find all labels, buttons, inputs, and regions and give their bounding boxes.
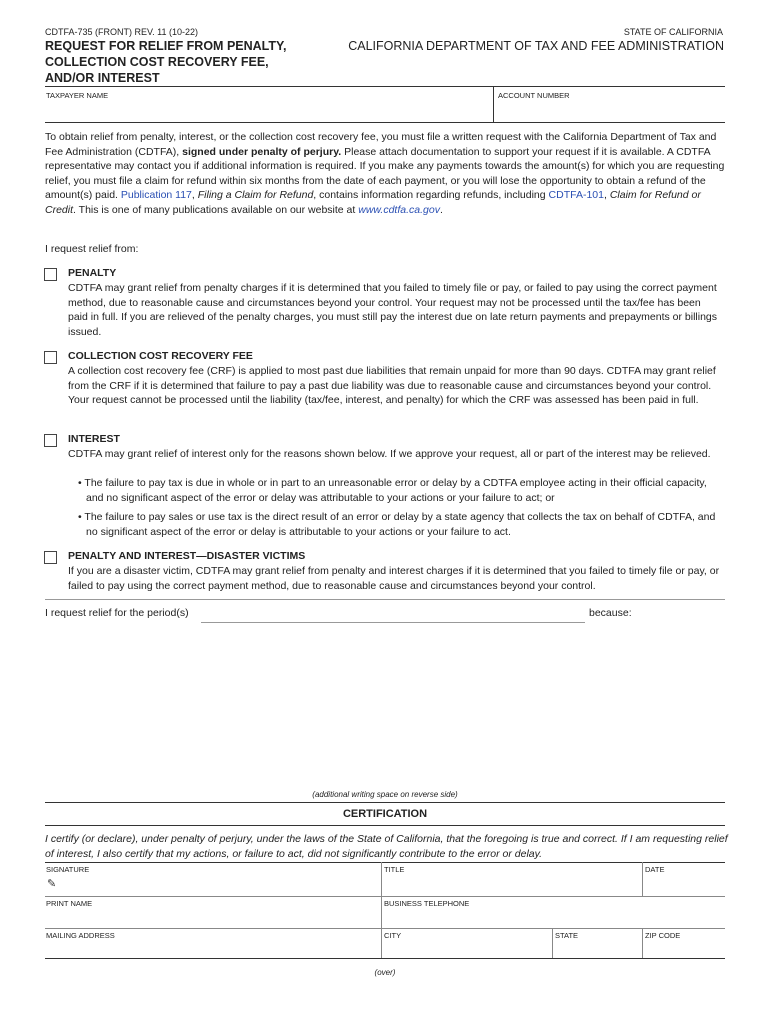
crf-text: A collection cost recovery fee (CRF) is applied to most past due liabilities that remain unpaid for more than 90 days. CDTFA may grant relief from the CRF if it is determined that failure to pay a past due liability was due to reasonable cause and circumstances beyond your control. Your request cannot be processed until the liability (tax/fee, interest, and penalty) for which the CRF was assessed has been paid in full. [68, 365, 716, 406]
period-input[interactable] [201, 604, 585, 622]
taxpayer-name-input[interactable] [46, 100, 486, 120]
additional-space-note: (additional writing space on reverse side) [312, 790, 458, 799]
crf-heading: COLLECTION COST RECOVERY FEE [68, 350, 253, 362]
mailing-address-label: MAILING ADDRESS [46, 931, 115, 940]
period-input-line [201, 622, 585, 623]
zip-label: ZIP CODE [645, 931, 681, 940]
zip-input[interactable] [645, 939, 723, 956]
title-label: TITLE [384, 865, 405, 874]
intro-paragraph: To obtain relief from penalty, interest, or the collection cost recovery fee, you must file a written request with the California Department of Tax and Fee Administration (CDTFA), signed under penalty of perjury. Please attach documentation to support your request if it is available. A CDTFA representative may contact you if additional information is required. If you make any payments towards the amount(s) for which you are requesting relief, you must file a claim for refund within six months from the date of each payment, or you will lose the opportunity to obtain a refund of the amount(s) paid. Publication 117, Filing a Claim for Refund, contains information regarding refunds, including CDTFA-101, Claim for Refund or Credit. This is one of many publications available on our website at www.cdtfa.ca.gov. [45, 131, 725, 216]
request-from-label: I request relief from: [45, 243, 139, 255]
title-line-3: AND/OR INTEREST [45, 71, 160, 85]
sig-vrule-2 [642, 862, 643, 896]
page-title [45, 38, 325, 86]
reason-textarea[interactable] [45, 628, 725, 783]
signature-label: SIGNATURE [46, 865, 90, 874]
interest-text: CDTFA may grant relief of interest only for the reasons shown below. If we approve your request, all or part of the interest may be relieved. [68, 448, 711, 460]
print-name-input[interactable] [46, 907, 378, 926]
crf-checkbox[interactable] [44, 351, 57, 364]
taxpayer-name-label: TAXPAYER NAME [46, 91, 109, 100]
title-line-2: COLLECTION COST RECOVERY FEE, [45, 55, 269, 69]
period-top-rule [45, 599, 725, 600]
state-label: STATE OF CALIFORNIA [623, 27, 723, 37]
interest-heading: INTEREST [68, 433, 120, 445]
period-label: I request relief for the period(s) [45, 607, 189, 619]
date-input[interactable] [645, 873, 723, 894]
city-input[interactable] [384, 939, 549, 956]
cert-top-rule [45, 802, 725, 803]
field-bottom-rule [45, 122, 725, 123]
interest-bullets [68, 476, 718, 544]
title-input[interactable] [384, 873, 639, 894]
date-label: DATE [645, 865, 665, 874]
interest-bullet-1: • The failure to pay tax is due in whole or in part to an unreasonable error or delay by a CDTFA employee acting in their official capacity, and no significant aspect of the error or delay was attributable to your actions or your failure to act; or [78, 477, 707, 504]
city-label: CITY [384, 931, 402, 940]
sig-rule-3 [45, 928, 725, 929]
sig-vrule-1 [381, 862, 382, 958]
sig-rule-4 [45, 958, 725, 959]
pen-icon: ✎ [47, 878, 57, 890]
sig-vrule-4 [642, 928, 643, 958]
signature-input[interactable] [62, 872, 377, 894]
publication-117-link[interactable]: Publication 117 [120, 189, 192, 201]
state-input[interactable] [555, 939, 639, 956]
interest-checkbox[interactable] [44, 434, 57, 447]
penalty-heading: PENALTY [68, 267, 117, 279]
sig-vrule-3 [552, 928, 553, 958]
business-telephone-input[interactable] [384, 907, 723, 926]
because-label: because: [589, 607, 632, 619]
certification-text: I certify (or declare), under penalty of perjury, under the laws of the State of California, that the foregoing is true and correct. If I am requesting relief of interest, I also certify that my actions, or failure to act, did not significantly contribute to the error or delay. [45, 833, 728, 860]
business-telephone-label: BUSINESS TELEPHONE [384, 899, 470, 908]
account-number-label: ACCOUNT NUMBER [498, 91, 570, 100]
sig-rule-1 [45, 862, 725, 863]
form-id: CDTFA-735 (FRONT) REV. 11 (10-22) [45, 27, 199, 37]
sig-rule-2 [45, 896, 725, 897]
disaster-checkbox[interactable] [44, 551, 57, 564]
title-line-1: REQUEST FOR RELIEF FROM PENALTY, [45, 39, 287, 53]
field-divider [493, 86, 494, 123]
disaster-text: If you are a disaster victim, CDTFA may grant relief from penalty and interest charges if it is determined that you failed to timely file or pay, or failed to pay using the correct payment method, due to reasonable cause and circumstances beyond your control. [68, 565, 720, 592]
penalty-checkbox[interactable] [44, 268, 57, 281]
over-note: (over) [374, 968, 396, 977]
disaster-heading: PENALTY AND INTEREST—DISASTER VICTIMS [68, 550, 306, 562]
field-top-rule [45, 86, 725, 87]
penalty-text: CDTFA may grant relief from penalty charges if it is determined that you failed to timely file or pay, or failed to pay using the correct payment method, due to reasonable cause and circumstances beyond your control. Your request may not be processed until the tax/fee has been paid in full. If you are relieved of the penalty charges, you must still pay the interest due on late return payments and prepayments or billings issued. [68, 282, 718, 338]
interest-bullet-2: • The failure to pay sales or use tax is the direct result of an error or delay by a state agency that collects the tax on behalf of CDTFA, and no significant aspect of the error or delay is attributable to your actions or your failure to act. [78, 511, 716, 538]
cert-bottom-rule [45, 825, 725, 826]
account-number-input[interactable] [498, 100, 723, 120]
print-name-label: PRINT NAME [46, 899, 93, 908]
department-name: CALIFORNIA DEPARTMENT OF TAX AND FEE ADMINISTRATION [348, 39, 724, 53]
certification-title: CERTIFICATION [342, 808, 428, 820]
mailing-address-input[interactable] [46, 939, 378, 956]
state-field-label: STATE [555, 931, 579, 940]
website-link[interactable]: www.cdtfa.ca.gov [358, 203, 440, 216]
cdtfa-101-link[interactable]: CDTFA-101 [548, 189, 604, 201]
